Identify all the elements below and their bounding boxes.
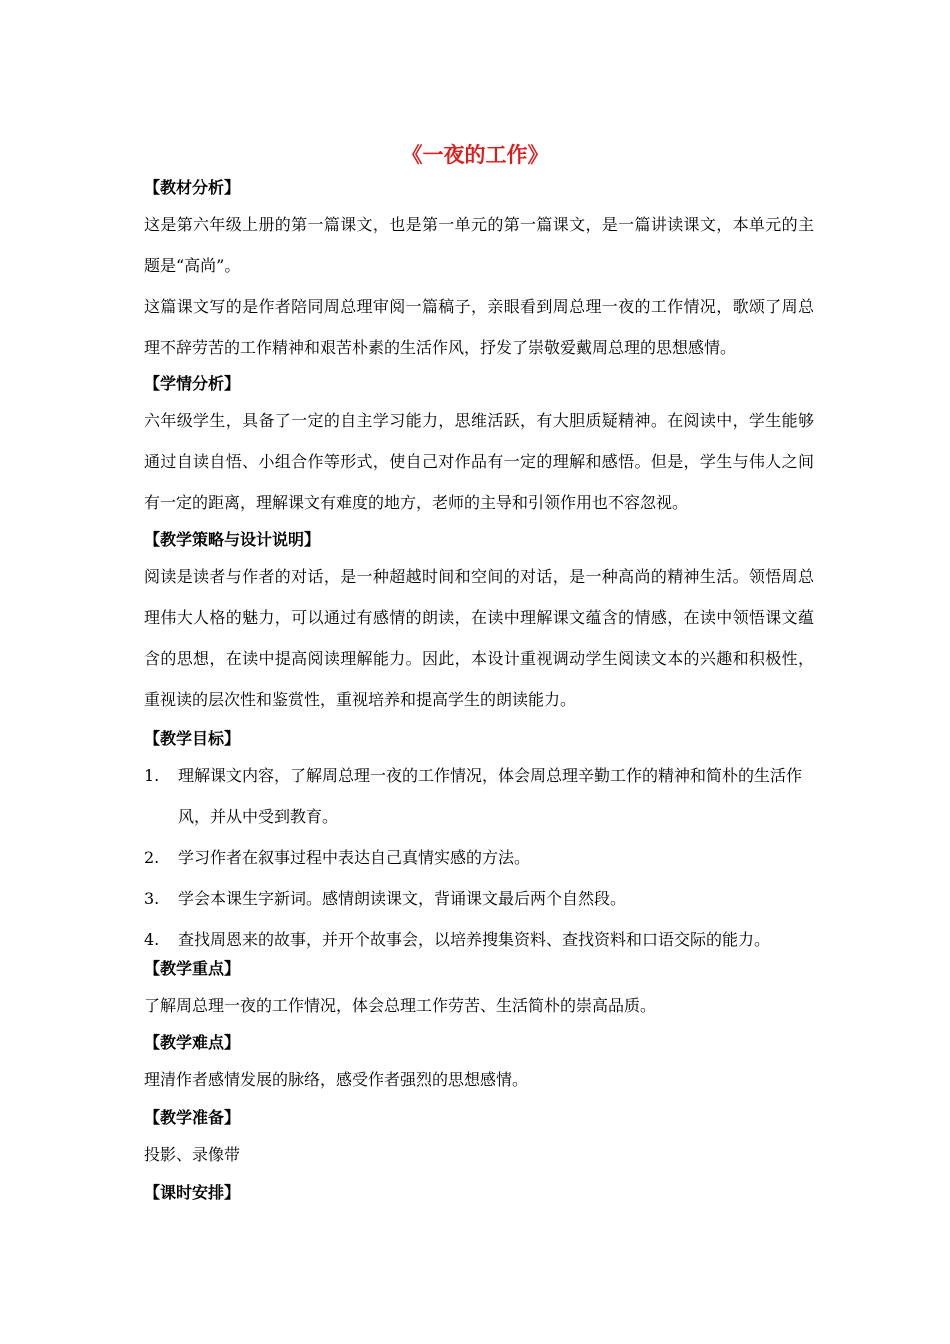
goal-text: 学会本课生字新词。感情朗读课文，背诵课文最后两个自然段。 <box>178 889 627 908</box>
goal-number: 2. <box>144 848 160 867</box>
heading-student-analysis: 【学情分析】 <box>144 374 241 393</box>
paragraph-teaching-strategy: 阅读是读者与作者的对话，是一种超越时间和空间的对话，是一种高尚的精神生活。领悟周总理伟大人格的魅力，可以通过有感情的朗读，在读中理解课文蕴含的情感，在读中领悟课文蕴含的思想，在读中提高阅读理解能力。因此，本设计重视调动学生阅读文本的兴趣和积极性，重视读的层次性和鉴赏性，重视培养和提高学生的朗读能力。 <box>144 567 814 709</box>
goal-number: 1. <box>144 766 160 785</box>
paragraph-textbook-analysis-2: 这篇课文写的是作者陪同周总理审阅一篇稿子，亲眼看到周总理一夜的工作情况，歌颂了周总理不辞劳苦的工作精神和艰苦朴素的生活作风，抒发了崇敬爱戴周总理的思想感情。 <box>144 297 814 357</box>
goal-text: 学习作者在叙事过程中表达自己真情实感的方法。 <box>178 848 531 867</box>
heading-class-schedule: 【课时安排】 <box>144 1183 241 1202</box>
heading-teaching-key: 【教学重点】 <box>144 959 241 978</box>
goal-text: 理解课文内容，了解周总理一夜的工作情况，体会周总理辛勤工作的精神和简朴的生活作风，并从中受到教育。 <box>178 766 803 826</box>
goal-item-1 <box>144 755 814 837</box>
heading-textbook-analysis: 【教材分析】 <box>144 178 241 197</box>
heading-teaching-prep: 【教学准备】 <box>144 1108 241 1127</box>
paragraph-teaching-prep: 投影、录像带 <box>144 1145 241 1164</box>
goal-item-2 <box>144 837 814 878</box>
goals-list <box>144 755 814 960</box>
goal-item-3 <box>144 878 814 919</box>
paragraph-textbook-analysis-1: 这是第六年级上册的第一篇课文，也是第一单元的第一篇课文，是一篇讲读课文，本单元的主题是“高尚”。 <box>144 215 814 275</box>
paragraph-teaching-difficulty: 理清作者感情发展的脉络，感受作者强烈的思想感情。 <box>144 1070 529 1089</box>
heading-teaching-difficulty: 【教学难点】 <box>144 1033 241 1052</box>
goal-item-4 <box>144 919 814 960</box>
goal-number: 3. <box>144 889 160 908</box>
heading-teaching-strategy: 【教学策略与设计说明】 <box>144 530 321 549</box>
paragraph-teaching-key: 了解周总理一夜的工作情况，体会总理工作劳苦、生活简朴的崇高品质。 <box>144 996 657 1015</box>
goal-number: 4. <box>144 930 160 949</box>
heading-teaching-goals: 【教学目标】 <box>144 729 241 748</box>
goal-text: 查找周恩来的故事，并开个故事会，以培养搜集资料、查找资料和口语交际的能力。 <box>178 930 771 949</box>
document-title: 《一夜的工作》 <box>401 142 549 167</box>
paragraph-student-analysis: 六年级学生，具备了一定的自主学习能力，思维活跃，有大胆质疑精神。在阅读中，学生能够通过自读自悟、小组合作等形式，使自己对作品有一定的理解和感悟。但是，学生与伟人之间有一定的距离，理解课文有难度的地方，老师的主导和引领作用也不容忽视。 <box>144 411 814 512</box>
